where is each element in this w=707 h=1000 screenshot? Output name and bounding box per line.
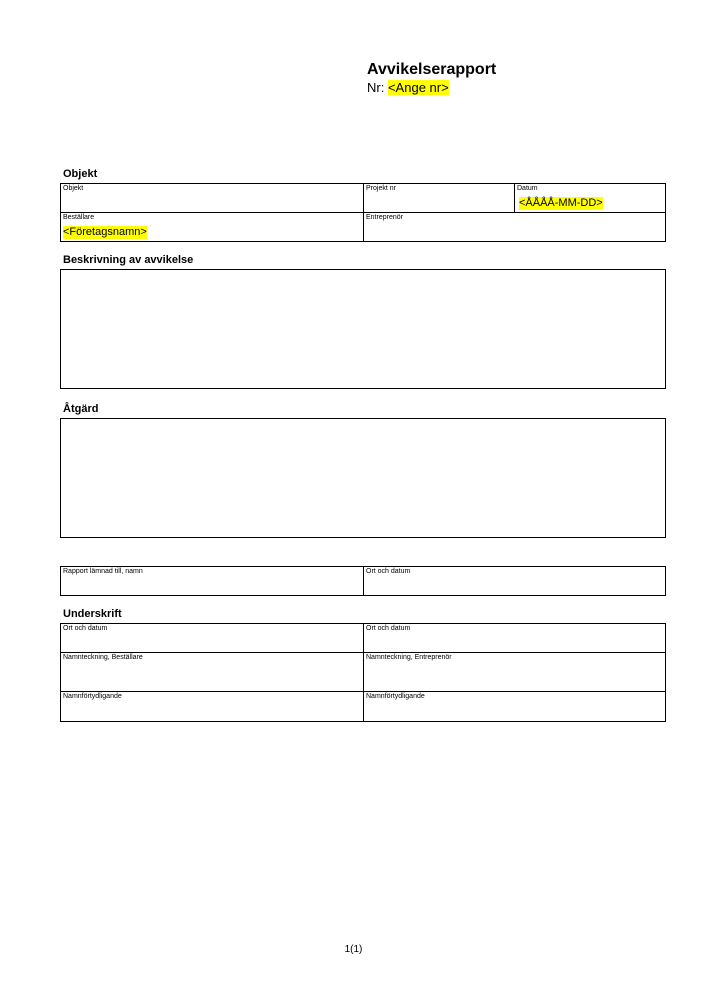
document-title: Avvikelserapport xyxy=(367,61,497,78)
field-label-objekt: Objekt xyxy=(63,185,84,192)
field-datum[interactable] xyxy=(514,183,666,213)
report-number xyxy=(367,79,449,96)
beskrivning-textarea[interactable] xyxy=(60,269,666,389)
page-number: 1(1) xyxy=(344,944,363,955)
field-label-namnfortydligande-bestallare: Namnförtydligande xyxy=(63,693,122,700)
field-label-ort-datum-entreprenor: Ort och datum xyxy=(366,625,411,632)
field-label-bestallare: Beställare xyxy=(63,214,95,221)
field-label-rapport-ort-datum: Ort och datum xyxy=(366,568,411,575)
field-namnteckning-entreprenor[interactable] xyxy=(363,652,666,692)
field-objekt[interactable] xyxy=(60,183,364,213)
field-label-projekt-nr: Projekt nr xyxy=(366,185,396,192)
bestallare-placeholder[interactable]: <Företagsnamn> xyxy=(63,226,147,238)
atgard-textarea[interactable] xyxy=(60,418,666,538)
field-label-ort-datum-bestallare: Ort och datum xyxy=(63,625,108,632)
field-label-rapport-lamnad-till: Rapport lämnad till, namn xyxy=(63,568,143,575)
section-heading-beskrivning: Beskrivning av avvikelse xyxy=(63,254,194,266)
field-underskrift-ort-datum-bestallare[interactable] xyxy=(60,623,364,653)
field-label-datum: Datum xyxy=(517,185,538,192)
datum-placeholder[interactable]: <ÅÅÅÅ-MM-DD> xyxy=(519,197,603,209)
field-namnteckning-bestallare[interactable] xyxy=(60,652,364,692)
field-label-namnteckning-bestallare: Namnteckning, Beställare xyxy=(63,654,143,661)
section-heading-atgard: Åtgärd xyxy=(63,403,99,415)
section-heading-underskrift: Underskrift xyxy=(63,608,122,620)
field-label-namnteckning-entreprenor: Namnteckning, Entreprenör xyxy=(366,654,452,661)
field-label-namnfortydligande-entreprenor: Namnförtydligande xyxy=(366,693,425,700)
field-rapport-ort-datum[interactable] xyxy=(363,566,666,596)
report-number-label: Nr: xyxy=(367,80,385,95)
field-underskrift-ort-datum-entreprenor[interactable] xyxy=(363,623,666,653)
field-bestallare[interactable] xyxy=(60,212,364,242)
section-heading-objekt: Objekt xyxy=(63,168,98,180)
field-projekt-nr[interactable] xyxy=(363,183,515,213)
report-number-placeholder[interactable]: <Ange nr> xyxy=(387,80,449,95)
field-namnfortydligande-entreprenor[interactable] xyxy=(363,691,666,722)
field-label-entreprenor: Entreprenör xyxy=(366,214,403,221)
field-entreprenor[interactable] xyxy=(363,212,666,242)
field-namnfortydligande-bestallare[interactable] xyxy=(60,691,364,722)
field-rapport-lamnad-till[interactable] xyxy=(60,566,364,596)
